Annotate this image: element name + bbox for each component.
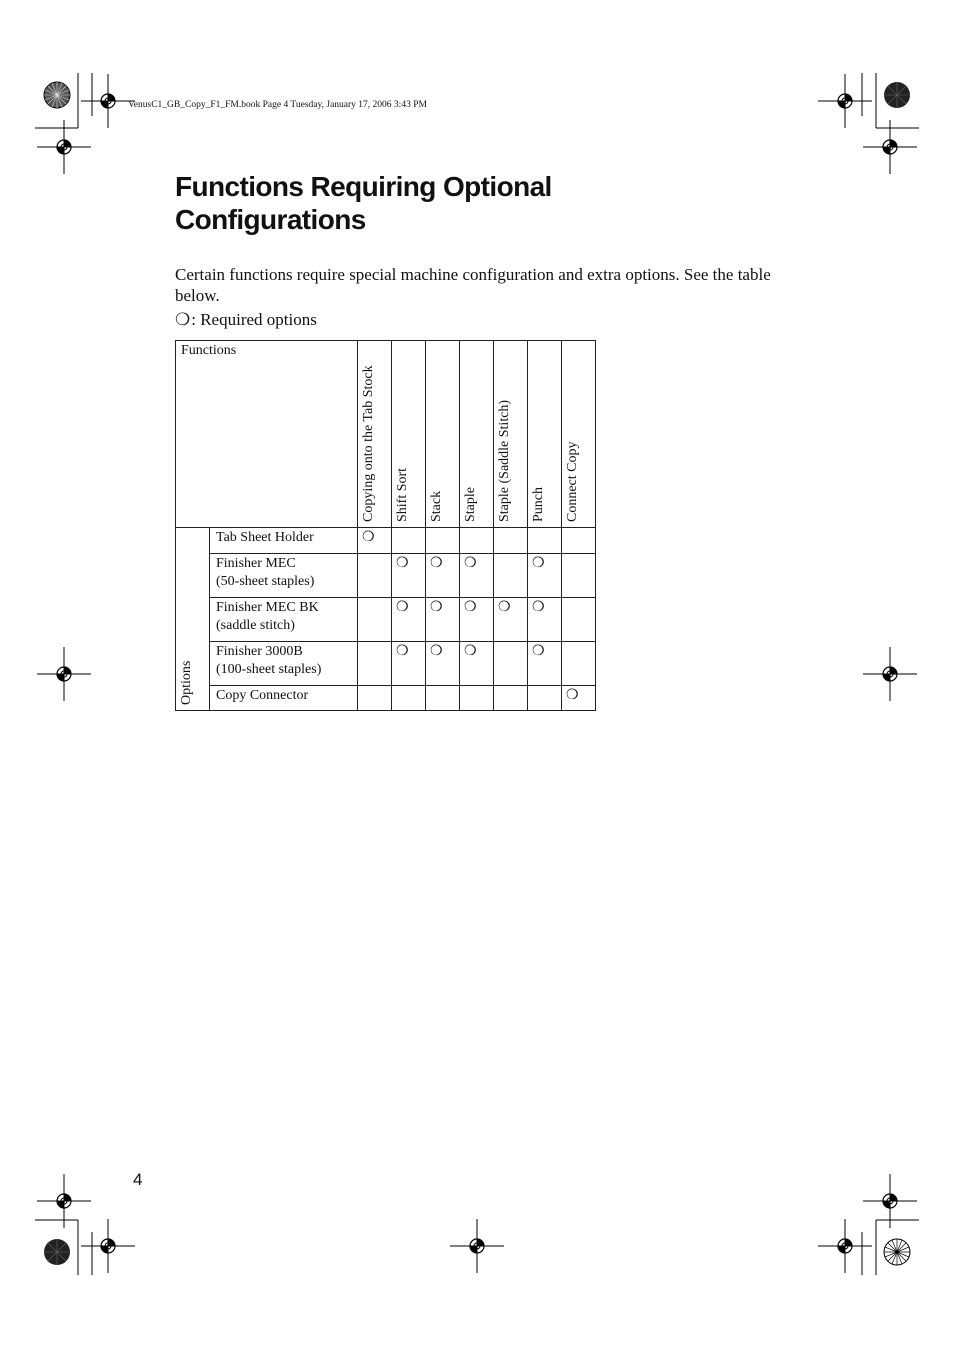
column-header [392,341,426,528]
option-name [210,598,358,642]
options-group-label: Options [179,660,194,705]
required-mark: ❍ [460,598,494,642]
column-header [358,341,392,528]
required-mark [358,554,392,598]
required-mark [494,686,528,711]
required-mark [392,528,426,554]
required-mark [460,528,494,554]
column-header [426,341,460,528]
column-header-label: Staple (Saddle Stitch) [497,399,512,522]
required-mark [562,598,596,642]
option-name-text: Finisher 3000B (100-sheet staples) [216,644,322,677]
required-mark: ❍ [426,554,460,598]
column-header-label: Shift Sort [395,467,410,522]
required-mark [562,528,596,554]
option-name: Tab Sheet Holder [210,528,358,554]
option-name-text: Finisher MEC BK (saddle stitch) [216,600,319,633]
required-mark: ❍ [528,642,562,686]
file-header-line: VenusC1_GB_Copy_F1_FM.book Page 4 Tuesday, January 17, 2006 3:43 PM [128,100,427,110]
required-mark [562,554,596,598]
functions-options-table [175,340,596,711]
required-mark [392,686,426,711]
required-mark: ❍ [392,598,426,642]
page-title-line-2: Configurations [175,204,366,235]
column-header-label: Staple [463,487,478,522]
required-mark [460,686,494,711]
table-row [176,528,596,554]
required-mark [494,528,528,554]
required-mark: ❍ [494,598,528,642]
required-option-icon: ❍ [175,310,191,329]
table-row [176,642,596,686]
table-row [176,598,596,642]
required-mark [528,686,562,711]
required-mark: ❍ [460,642,494,686]
required-mark: ❍ [528,554,562,598]
required-mark: ❍ [392,642,426,686]
required-mark: ❍ [358,528,392,554]
page-title [175,170,735,236]
column-header [528,341,562,528]
page-number: 4 [133,1170,143,1189]
required-mark: ❍ [562,686,596,711]
table-row [176,686,596,711]
table-row [176,554,596,598]
column-header-label: Stack [429,490,444,522]
required-mark [562,642,596,686]
required-mark [426,686,460,711]
required-mark [358,686,392,711]
table-header-row [176,341,596,528]
required-mark [494,642,528,686]
option-name-text: Finisher MEC (50-sheet staples) [216,556,315,589]
required-mark: ❍ [426,598,460,642]
required-mark [494,554,528,598]
required-mark: ❍ [528,598,562,642]
page-title-line-1: Functions Requiring Optional [175,171,552,202]
options-group-cell [176,528,210,711]
required-mark [358,642,392,686]
required-mark [528,528,562,554]
required-mark [358,598,392,642]
column-header-label: Connect Copy [565,441,580,522]
option-name: Copy Connector [210,686,358,711]
column-header [562,341,596,528]
required-mark: ❍ [392,554,426,598]
required-mark [426,528,460,554]
column-header-label: Punch [531,487,546,522]
column-header [460,341,494,528]
option-name [210,554,358,598]
column-header-label: Copying onto the Tab Stock [361,365,376,522]
option-name [210,642,358,686]
column-header [494,341,528,528]
required-mark: ❍ [460,554,494,598]
table-corner-label: Functions [176,341,358,528]
intro-paragraph: Certain functions require special machine configuration and extra options. See the table below. [175,265,771,305]
legend-text: : Required options [191,310,317,329]
required-mark: ❍ [426,642,460,686]
legend [175,310,317,330]
